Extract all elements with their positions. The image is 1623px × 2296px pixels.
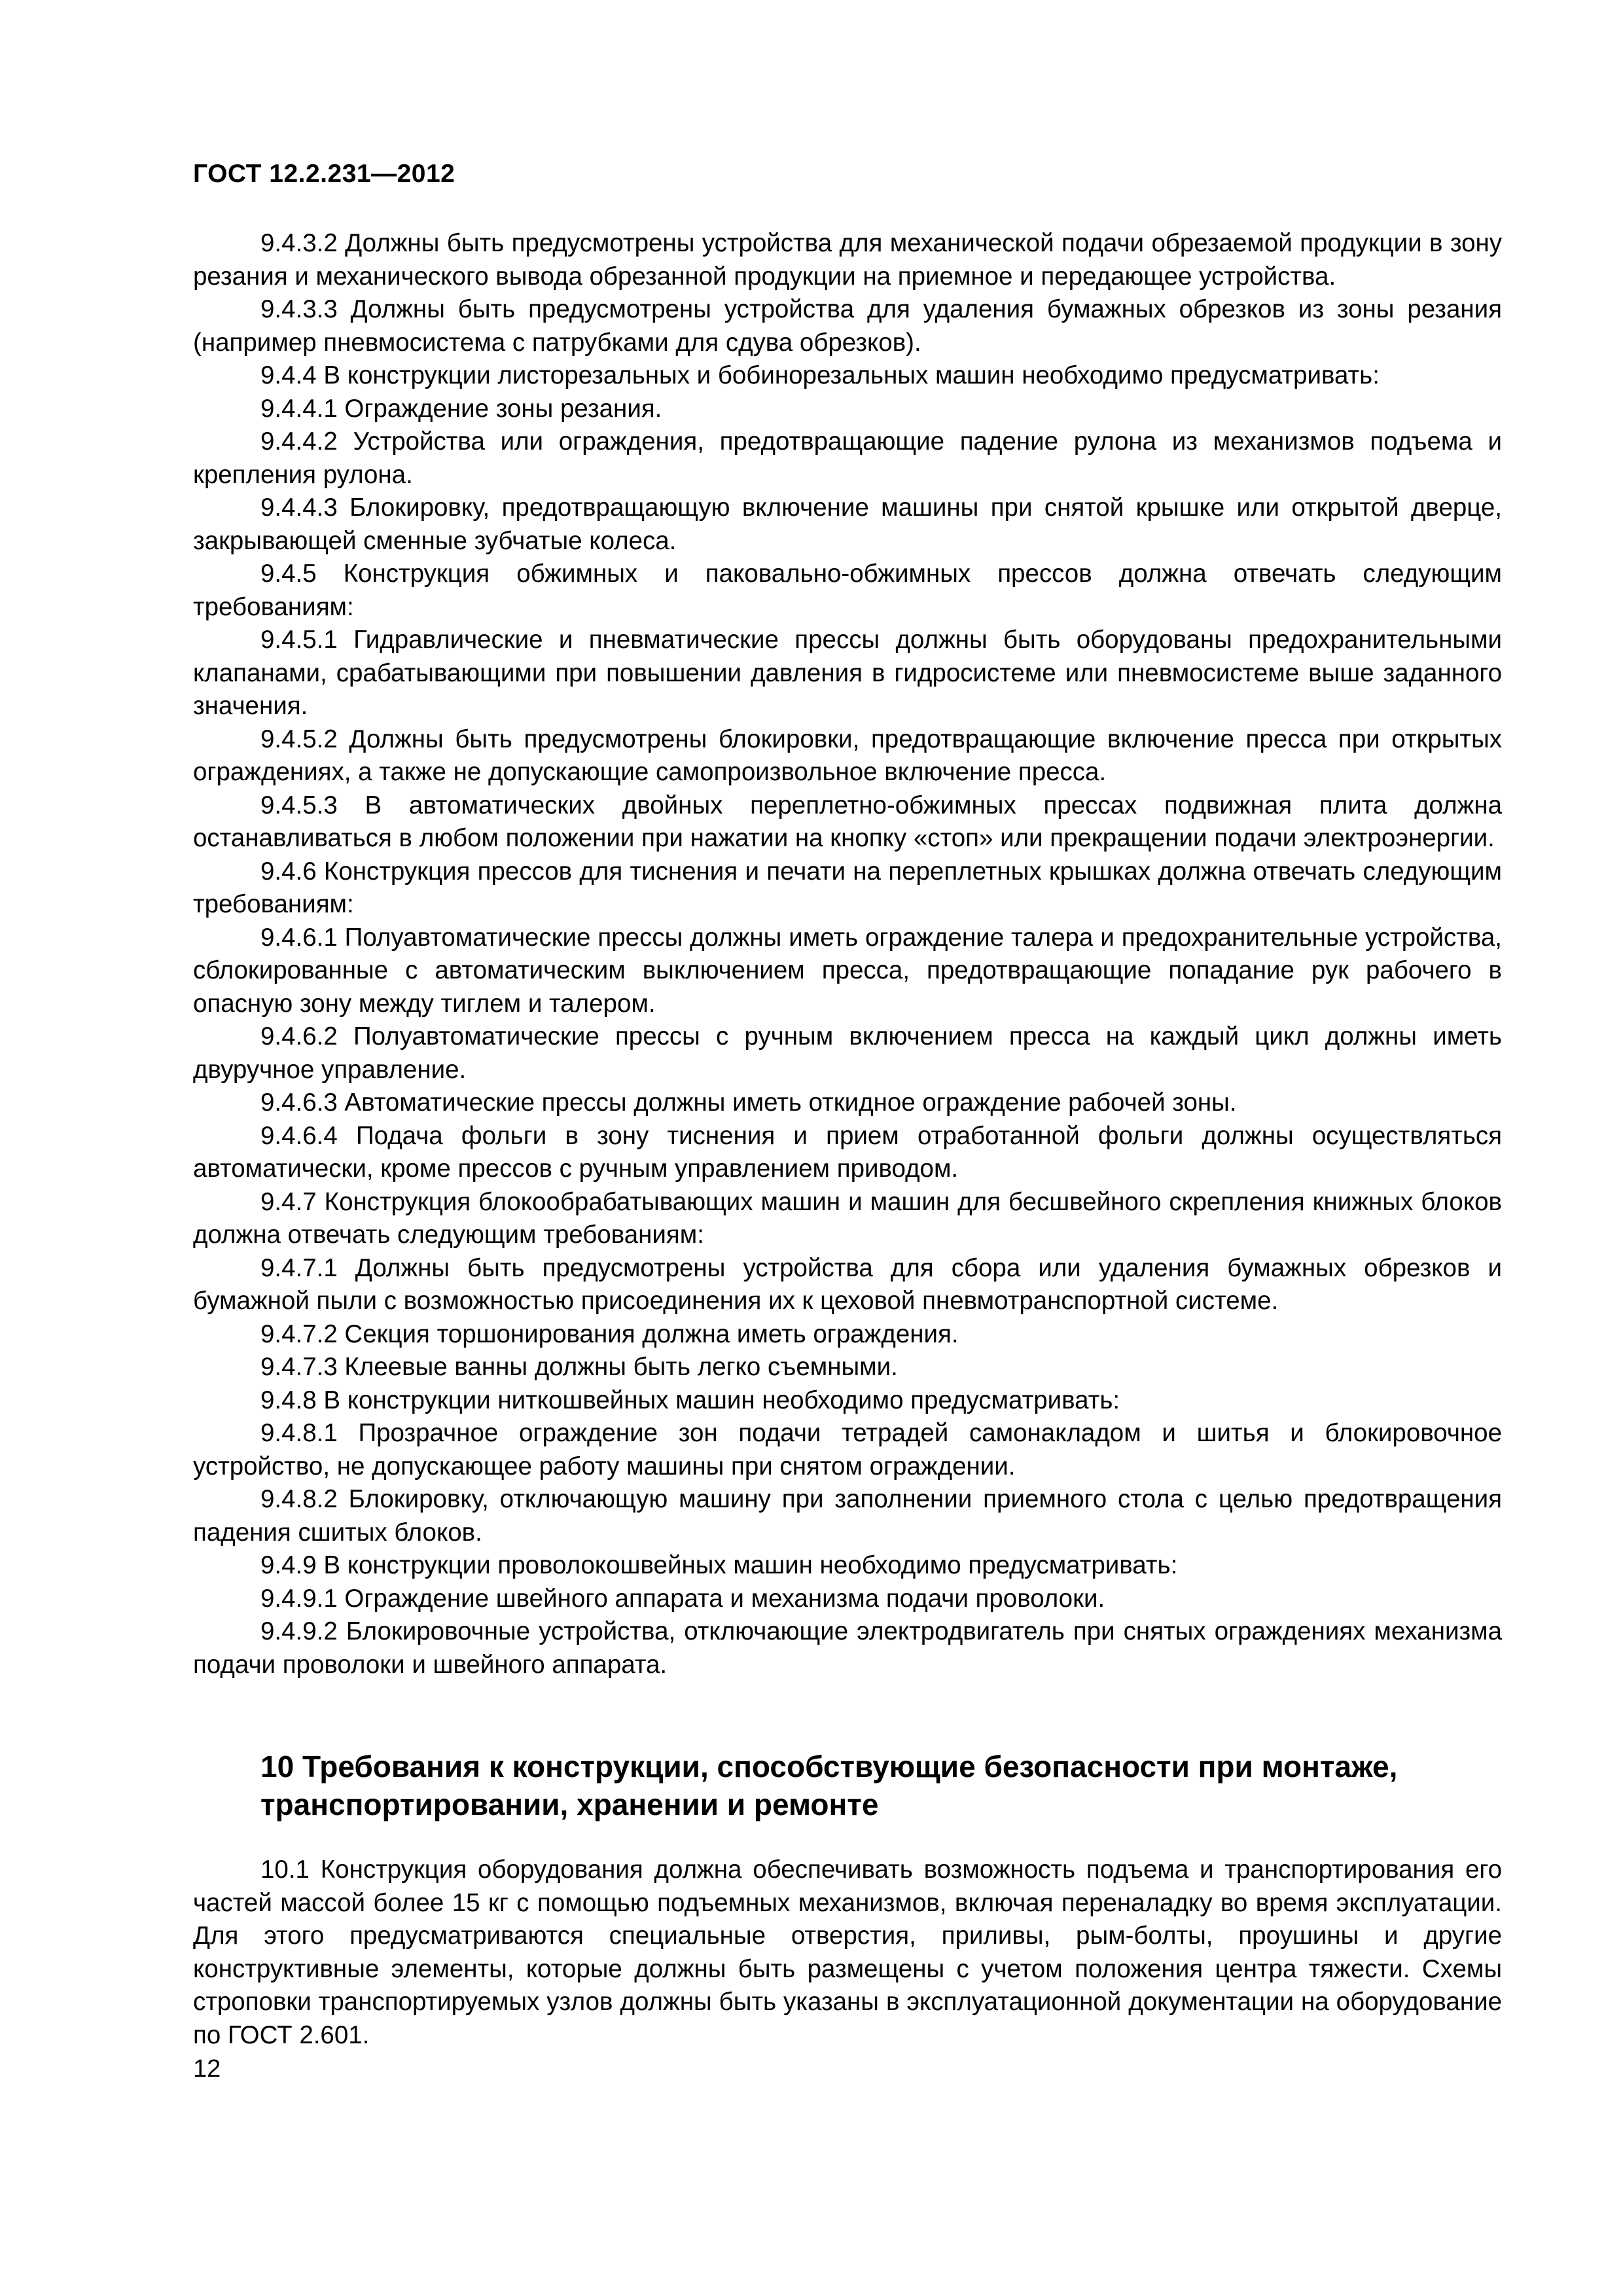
section-10-heading: 10 Требования к конструкции, способствующие безопасности при монтаже, транспортировании, хранении и ремонте (260, 1749, 1398, 1821)
paragraph-9-4-4-2: 9.4.4.2 Устройства или ограждения, предотвращающие падение рулона из механизмов подъема и крепления рулона. (193, 427, 1502, 489)
paragraph-9-4-3-3: 9.4.3.3 Должны быть предусмотрены устройства для удаления бумажных обрезков из зоны резания (например пневмосистема с патрубками для сдува обрезков). (193, 295, 1502, 357)
body-text (193, 227, 1502, 1681)
paragraph-9-4-6: 9.4.6 Конструкция прессов для тиснения и печати на переплетных крышках должна отвечать следующим требованиям: (193, 857, 1502, 918)
paragraph-9-4-3-2: 9.4.3.2 Должны быть предусмотрены устройства для механической подачи обрезаемой продукции в зону резания и механического вывода обрезанной продукции на приемное и передающее устройства. (193, 229, 1502, 291)
paragraph-9-4-8-2: 9.4.8.2 Блокировку, отключающую машину при заполнении приемного стола с целью предотвращения падения сшитых блоков. (193, 1485, 1502, 1547)
paragraph-9-4-6-1: 9.4.6.1 Полуавтоматические прессы должны иметь ограждение талера и предохранительные устройства, сблокированные с автоматическим выключением пресса, предотвращающие попадание рук рабочего в опасную зону между тиглем и талером. (193, 923, 1502, 1018)
document-code-header: ГОСТ 12.2.231—2012 (193, 160, 455, 188)
paragraph-10-1: 10.1 Конструкция оборудования должна обеспечивать возможность подъема и транспортирования его частей массой более 15 кг с помощью подъемных механизмов, включая переналадку во время эксплуатации. Для этого предусматриваются специальные отверстия, приливы, рым-болты, проушины и другие конструктивные элементы, которые должны быть размещены с учетом положения центра тяжести. Схемы строповки транспортируемых узлов должны быть указаны в эксплуатационной документации на оборудование по ГОСТ 2.601. (193, 1856, 1502, 2049)
paragraph-9-4-6-3: 9.4.6.3 Автоматические прессы должны иметь откидное ограждение рабочей зоны. (260, 1088, 1237, 1117)
paragraph-9-4-8-1: 9.4.8.1 Прозрачное ограждение зон подачи тетрадей самонакладом и шитья и блокировочное устройство, не допускающее работу машины при снятом ограждении. (193, 1419, 1502, 1480)
paragraph-9-4-9-1: 9.4.9.1 Ограждение швейного аппарата и механизма подачи проволоки. (260, 1584, 1105, 1613)
paragraph-9-4-9-2: 9.4.9.2 Блокировочные устройства, отключающие электродвигатель при снятых ограждениях механизма подачи проволоки и швейного аппарата. (193, 1617, 1502, 1679)
paragraph-9-4-7-3: 9.4.7.3 Клеевые ванны должны быть легко съемными. (260, 1353, 898, 1381)
paragraph-9-4-4-3: 9.4.4.3 Блокировку, предотвращающую включение машины при снятой крышке или открытой дверце, закрывающей сменные зубчатые колеса. (193, 493, 1502, 555)
page-number: 12 (193, 2055, 221, 2083)
paragraph-9-4-9: 9.4.9 В конструкции проволокошвейных машин необходимо предусматривать: (260, 1551, 1178, 1579)
paragraph-9-4-8: 9.4.8 В конструкции ниткошвейных машин необходимо предусматривать: (260, 1386, 1120, 1414)
paragraph-9-4-5-1: 9.4.5.1 Гидравлические и пневматические прессы должны быть оборудованы предохранительными клапанами, срабатывающими при повышении давления в гидросистеме или пневмосистеме выше заданного значения. (193, 626, 1502, 720)
paragraph-9-4-4-1: 9.4.4.1 Ограждение зоны резания. (260, 394, 662, 423)
paragraph-9-4-4: 9.4.4 В конструкции листорезальных и бобинорезальных машин необходимо предусматривать: (260, 361, 1380, 389)
section-10-text (193, 1854, 1502, 2052)
paragraph-9-4-7-2: 9.4.7.2 Секция торшонирования должна иметь ограждения. (260, 1319, 959, 1348)
paragraph-9-4-6-2: 9.4.6.2 Полуавтоматические прессы с ручным включением пресса на каждый цикл должны иметь двуручное управление. (193, 1022, 1502, 1084)
paragraph-9-4-5-3: 9.4.5.3 В автоматических двойных переплетно-обжимных прессах подвижная плита должна останавливаться в любом положении при нажатии на кнопку «стоп» или прекращении подачи электроэнергии. (193, 791, 1502, 852)
paragraph-9-4-7-1: 9.4.7.1 Должны быть предусмотрены устройства для сбора или удаления бумажных обрезков и бумажной пыли с возможностью присоединения их к цеховой пневмотранспортной системе. (193, 1253, 1502, 1315)
paragraph-9-4-5: 9.4.5 Конструкция обжимных и паковально-обжимных прессов должна отвечать следующим требованиям: (193, 560, 1502, 621)
paragraph-9-4-5-2: 9.4.5.2 Должны быть предусмотрены блокировки, предотвращающие включение пресса при открытых ограждениях, а также не допускающие самопроизвольное включение пресса. (193, 725, 1502, 786)
paragraph-9-4-7: 9.4.7 Конструкция блокообрабатывающих машин и машин для бесшвейного скрепления книжных блоков должна отвечать следующим требованиям: (193, 1187, 1502, 1249)
paragraph-9-4-6-4: 9.4.6.4 Подача фольги в зону тиснения и прием отработанной фольги должны осуществляться автоматически, кроме прессов с ручным управлением приводом. (193, 1121, 1502, 1183)
